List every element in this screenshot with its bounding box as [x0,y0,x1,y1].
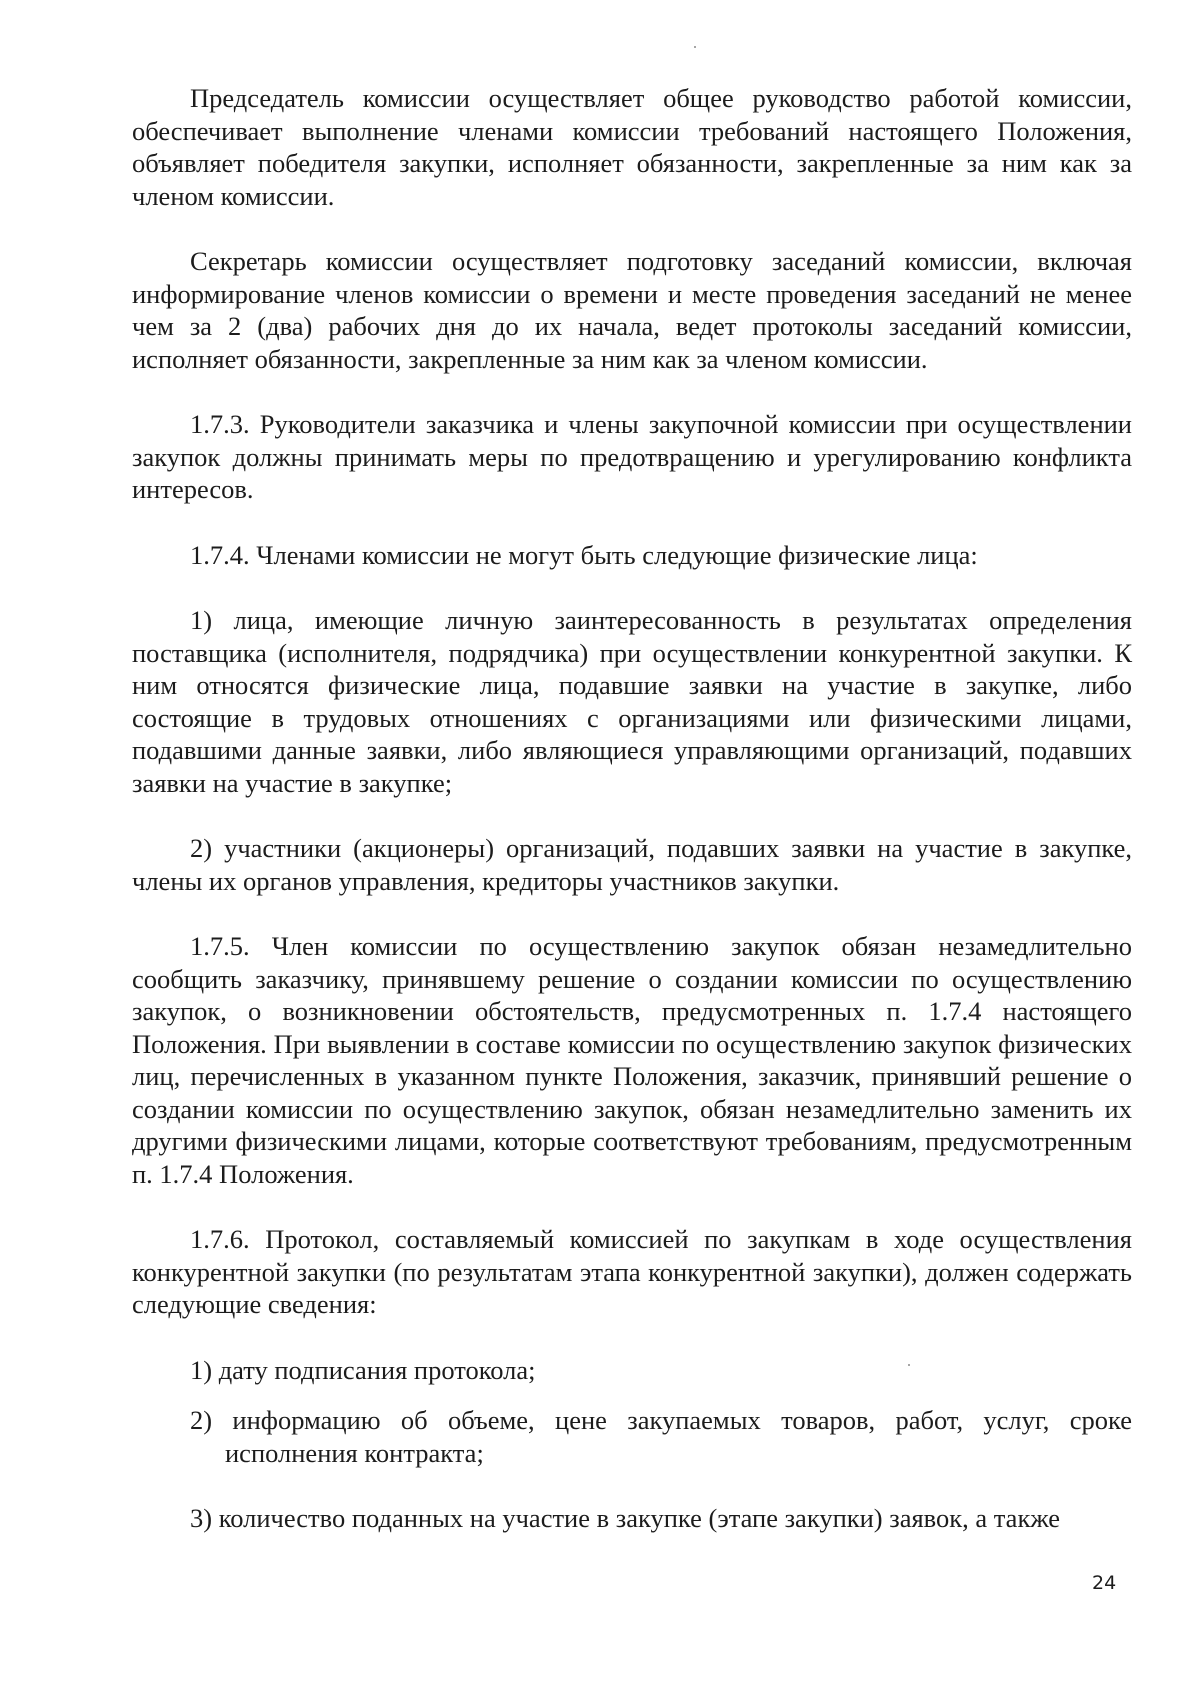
paragraph-1-7-6: 1.7.6. Протокол, составляемый комиссией по закупкам в ходе осуществления конкурентной закупки (по результатам этапа конкурентной закупки), должен содержать следующие сведения: [132,1224,1132,1319]
page-number: 24 [1092,1572,1117,1594]
paragraph-1-7-3: 1.7.3. Руководители заказчика и члены закупочной комиссии при осуществлении закупок должны принимать меры по предотвращению и урегулированию конфликта интересов. [132,409,1132,504]
paragraph-1-7-6-item-2: 2) информацию об объеме, цене закупаемых товаров, работ, услуг, сроке исполнения контракта; [190,1405,1132,1468]
paragraph-chairman-duties: Председатель комиссии осуществляет общее руководство работой комиссии, обеспечивает выполнение членами комиссии требований настоящего Положения, объявляет победителя закупки, исполняет обязанности, закрепленные за ним как за членом комиссии. [132,83,1132,211]
paragraph-1-7-6-item-3: 3) количество поданных на участие в закупке (этапе закупки) заявок, а также [190,1503,1061,1533]
scan-speck [694,46,696,48]
document-body [132,82,1132,1535]
paragraph-1-7-4-item-2: 2) участники (акционеры) организаций, подавших заявки на участие в закупке, члены их органов управления, кредиторы участников закупки. [132,833,1132,896]
paragraph-1-7-4: 1.7.4. Членами комиссии не могут быть следующие физические лица: [190,539,978,570]
paragraph-1-7-5: 1.7.5. Член комиссии по осуществлению закупок обязан незамедлительно сообщить заказчику, принявшему решение о создании комиссии по осуществлению закупок, о возникновении обстоятельств, предусмотренных п. 1.7.4 настоящего Положения. При выявлении в составе комиссии по осуществлению закупок физических лиц, перечисленных в указанном пункте Положения, заказчик, принявший решение о создании комиссии по осуществлению закупок, обязан незамедлительно заменить их другими физическими лицами, которые соответствуют требованиям, предусмотренным п. 1.7.4 Положения. [132,931,1132,1189]
paragraph-1-7-6-item-1: 1) дату подписания протокола; [190,1354,536,1385]
scan-speck [908,1364,910,1366]
paragraph-secretary-duties: Секретарь комиссии осуществляет подготовку заседаний комиссии, включая информирование членов комиссии о времени и месте проведения заседаний не менее чем за 2 (два) рабочих дня до их начала, ведет протоколы заседаний комиссии, исполняет обязанности, закрепленные за ним как за членом комиссии. [132,246,1132,374]
paragraph-1-7-4-item-1: 1) лица, имеющие личную заинтересованность в результатах определения поставщика (исполнителя, подрядчика) при осуществлении конкурентной закупки. К ним относятся физические лица, подавшие заявки на участие в закупке, либо состоящие в трудовых отношениях с организациями или физическими лицами, подавшими данные заявки, либо являющиеся управляющими организаций, подавших заявки на участие в закупке; [132,605,1132,798]
